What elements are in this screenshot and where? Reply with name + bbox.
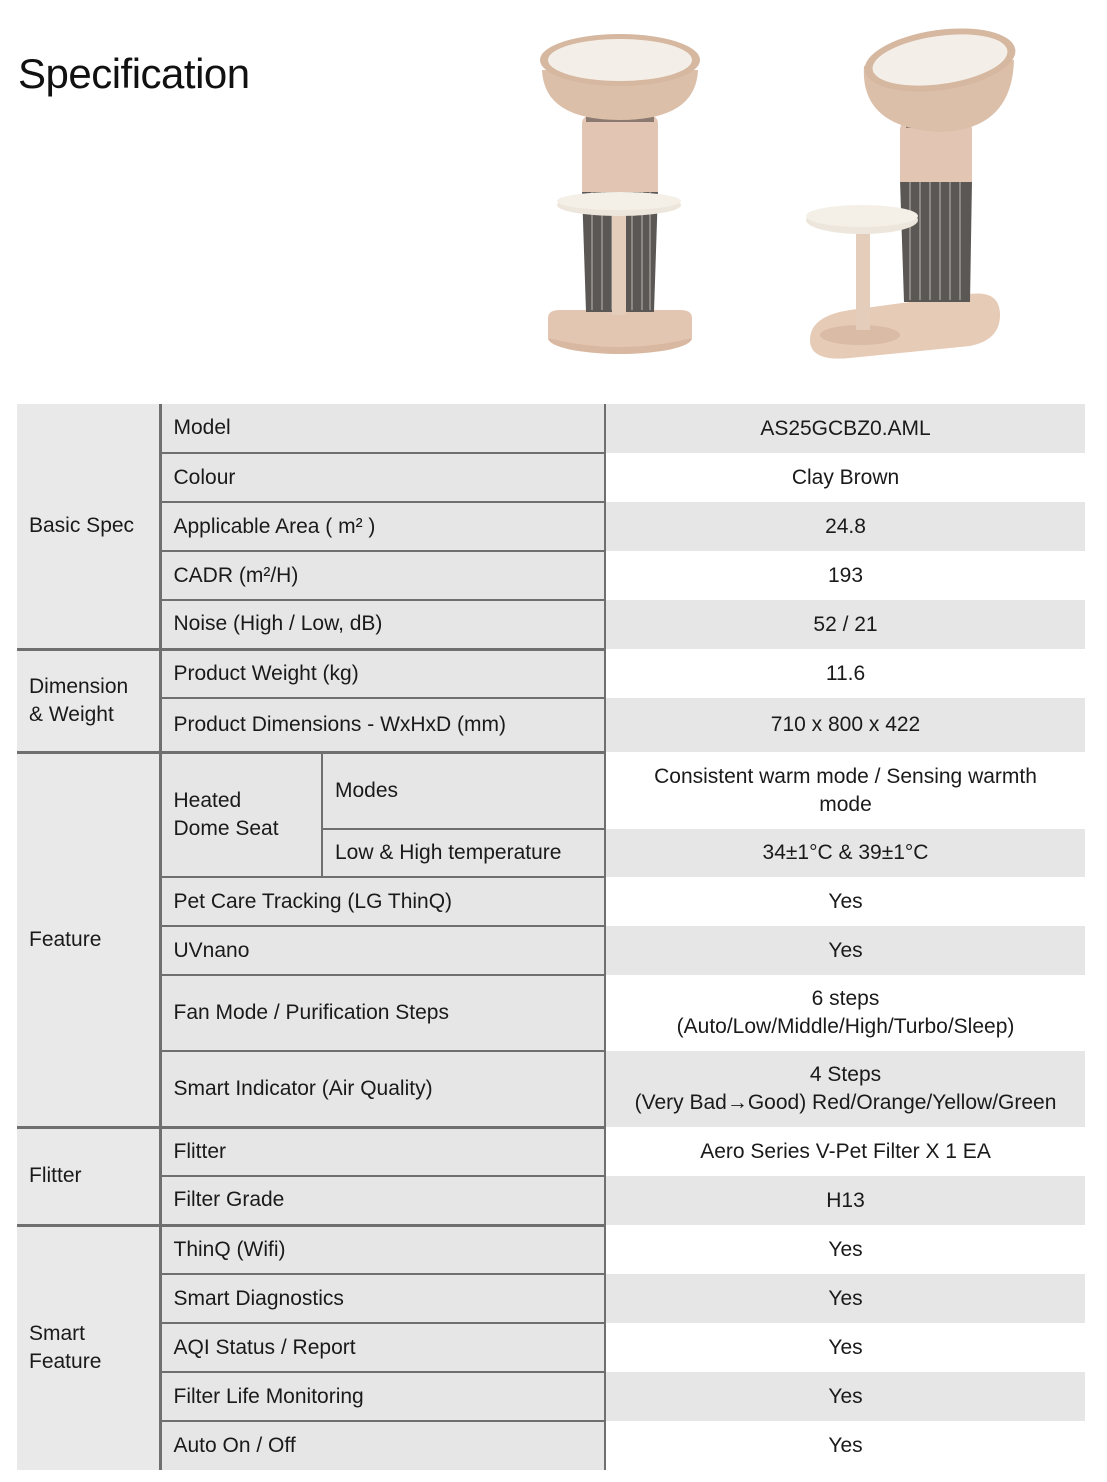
row-label-uvnano: UVnano [160,926,605,975]
row-value-modes [605,752,1085,829]
row-value-cadr: 193 [605,551,1085,600]
row-label-model: Model [160,404,605,453]
table-row [17,1372,1085,1421]
category-line: Feature [29,1350,102,1374]
table-row [17,1051,1085,1127]
category-feature: Feature [17,752,160,1127]
table-row [17,649,1085,698]
table-row [17,1225,1085,1274]
row-label-dimensions: Product Dimensions - WxHxD (mm) [160,698,605,752]
table-row [17,877,1085,926]
category-line: & Weight [29,702,114,726]
table-row [17,1274,1085,1323]
row-value-uvnano: Yes [605,926,1085,975]
row-value-smart-diagnostics: Yes [605,1274,1085,1323]
table-row [17,975,1085,1051]
category-smart-feature [17,1225,160,1470]
row-value-colour: Clay Brown [605,453,1085,502]
page-title: Specification [18,50,250,97]
value-line: (Auto/Low/Middle/High/Turbo/Sleep) [676,1015,1015,1038]
product-image-angled [800,20,1020,365]
category-line: Dimension [29,674,129,698]
row-value-auto-on-off: Yes [605,1421,1085,1470]
row-value-area: 24.8 [605,502,1085,551]
table-row [17,600,1085,649]
table-row [17,404,1085,453]
row-label-fan-mode: Fan Mode / Purification Steps [160,975,605,1051]
row-label-aqi-status: AQI Status / Report [160,1323,605,1372]
product-image-front [530,20,710,365]
category-dimension-weight [17,649,160,752]
row-value-model: AS25GCBZ0.AML [605,404,1085,453]
row-label-colour: Colour [160,453,605,502]
heated-line: Heated [173,788,242,812]
row-value-weight: 11.6 [605,649,1085,698]
table-row [17,698,1085,752]
heated-line: Dome Seat [173,816,279,840]
table-row [17,1421,1085,1470]
value-line: Consistent warm mode / Sensing warmth [654,764,1037,788]
table-row [17,453,1085,502]
row-label-heated-dome-seat [160,752,322,877]
row-value-smart-indicator [605,1051,1085,1127]
row-value-filter: Aero Series V-Pet Filter X 1 EA [605,1127,1085,1176]
category-filter: Flitter [17,1127,160,1225]
table-row [17,551,1085,600]
row-label-area: Applicable Area ( m² ) [160,502,605,551]
row-label-filter: Flitter [160,1127,605,1176]
table-row [17,1176,1085,1225]
row-value-temperature: 34±1°C & 39±1°C [605,829,1085,877]
table-row [17,926,1085,975]
row-value-pet-care-tracking: Yes [605,877,1085,926]
value-line: 4 Steps [809,1063,882,1086]
value-line: (Very Bad→Good) Red/Orange/Yellow/Green [634,1091,1057,1114]
row-label-smart-indicator: Smart Indicator (Air Quality) [160,1051,605,1127]
category-basic-spec: Basic Spec [17,404,160,649]
row-value-noise: 52 / 21 [605,600,1085,649]
table-row [17,1127,1085,1176]
table-row [17,752,1085,829]
row-label-auto-on-off: Auto On / Off [160,1421,605,1470]
row-value-dimensions: 710 x 800 x 422 [605,698,1085,752]
row-value-fan-mode [605,975,1085,1051]
category-line: Smart [29,1322,86,1346]
row-label-cadr: CADR (m²/H) [160,551,605,600]
row-label-weight: Product Weight (kg) [160,649,605,698]
row-label-smart-diagnostics: Smart Diagnostics [160,1274,605,1323]
row-value-filter-grade: H13 [605,1176,1085,1225]
value-line: 6 steps [811,987,880,1010]
row-label-pet-care-tracking: Pet Care Tracking (LG ThinQ) [160,877,605,926]
row-value-aqi-status: Yes [605,1323,1085,1372]
table-row [17,502,1085,551]
row-value-filter-life: Yes [605,1372,1085,1421]
specification-table [17,404,1085,1470]
row-label-temperature: Low & High temperature [322,829,605,877]
row-value-thinq: Yes [605,1225,1085,1274]
row-label-filter-life: Filter Life Monitoring [160,1372,605,1421]
row-label-thinq: ThinQ (Wifi) [160,1225,605,1274]
row-label-noise: Noise (High / Low, dB) [160,600,605,649]
row-label-filter-grade: Filter Grade [160,1176,605,1225]
value-line: mode [819,792,872,816]
row-label-modes: Modes [322,752,605,829]
table-row [17,1323,1085,1372]
